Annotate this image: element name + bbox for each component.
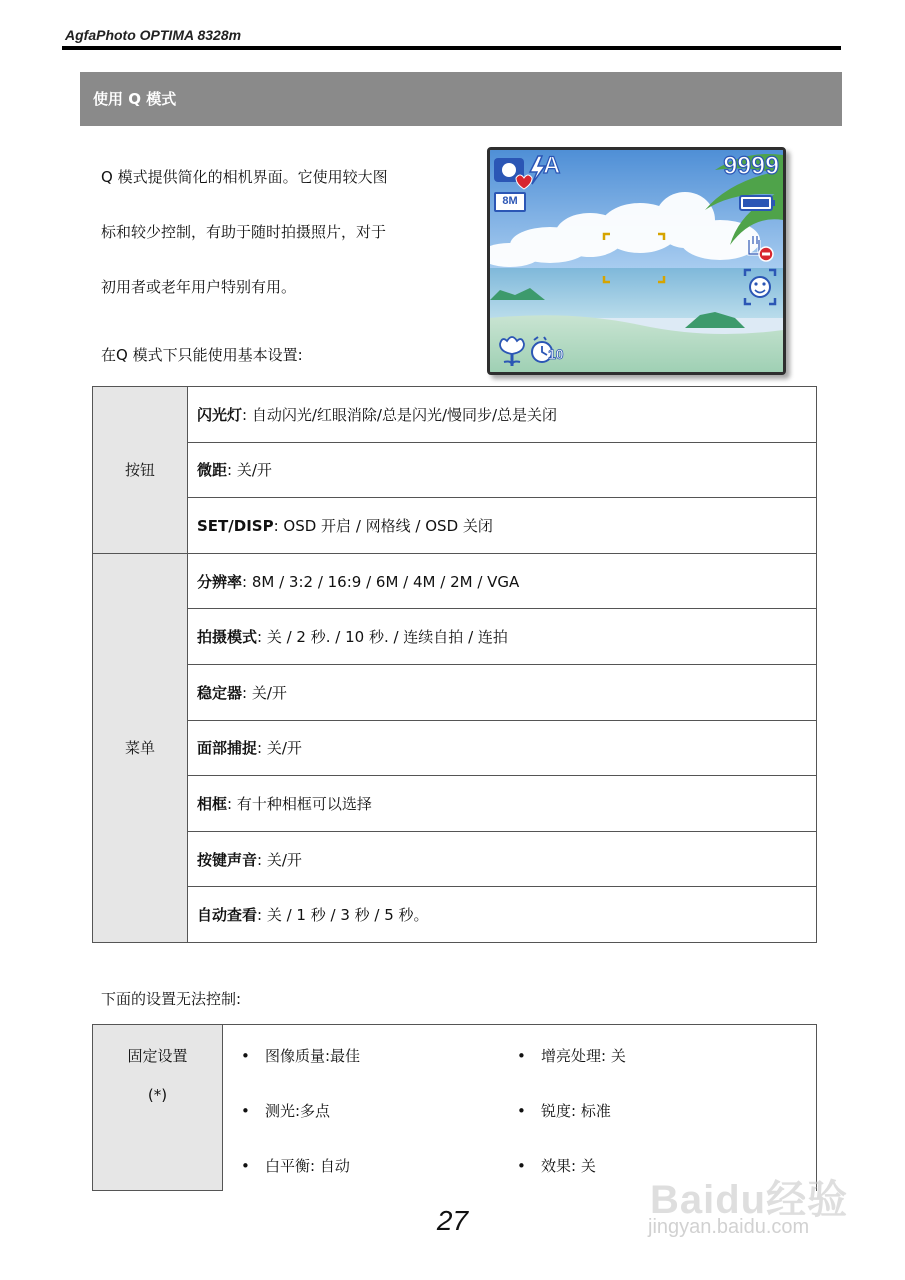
table-row [93, 831, 817, 887]
list-item [241, 1045, 360, 1066]
table-row [93, 720, 817, 776]
watermark-logo: Baidu经验 [650, 1178, 849, 1222]
list-item-text: 效果: 关 [541, 1157, 596, 1175]
fixed-settings-label [93, 1025, 223, 1191]
fixed-settings-list [223, 1025, 817, 1191]
setting-name: 相框 [197, 794, 228, 813]
list-item-text: 白平衡: 自动 [265, 1157, 350, 1175]
bullet-icon: • [517, 1157, 526, 1175]
setting-name: 分辨率 [197, 572, 243, 591]
table-row [93, 887, 817, 943]
table-row [93, 776, 817, 832]
intro-line: Q 模式提供简化的相机界面。它使用较大图 [101, 168, 388, 186]
setting-row [188, 442, 817, 498]
setting-name: 按键声音 [197, 850, 258, 869]
table-row [93, 553, 817, 609]
camera-scene [490, 150, 783, 372]
watermark-url: jingyan.baidu.com [648, 1216, 810, 1238]
setting-name: 闪光灯 [197, 405, 243, 424]
setting-row [188, 664, 817, 720]
intro-paragraph [101, 150, 471, 315]
intro-line: 初用者或老年用户特别有用。 [101, 278, 297, 296]
intro-line: 标和较少控制，有助于随时拍摄照片，对于 [101, 223, 387, 241]
table-row [93, 387, 817, 443]
fixed-settings-label-line: 固定设置 [127, 1047, 188, 1065]
setting-value: : 关/开 [257, 739, 302, 758]
setting-name: 稳定器 [197, 683, 243, 702]
group-label-menu: 菜单 [93, 553, 188, 942]
setting-row [188, 831, 817, 887]
setting-row [188, 609, 817, 665]
setting-name: 拍摄模式 [197, 628, 258, 647]
table-row [93, 498, 817, 554]
setting-value: : 关 / 2 秒. / 10 秒. / 连续自拍 / 连拍 [257, 628, 508, 647]
list-item-text: 锐度: 标准 [541, 1102, 611, 1120]
camera-screen-illustration [487, 147, 786, 375]
setting-value: : 8M / 3:2 / 16:9 / 6M / 4M / 2M / VGA [242, 572, 520, 591]
setting-value: : 有十种相框可以选择 [227, 794, 372, 813]
setting-row [188, 776, 817, 832]
self-timer-seconds: 10 [548, 346, 564, 362]
table-row [93, 442, 817, 498]
header-title: AgfaPhoto OPTIMA 8328m [65, 27, 242, 43]
list-item [517, 1155, 596, 1176]
setting-name: 面部捕捉 [197, 739, 258, 758]
flash-mode-label: A [543, 152, 561, 179]
list-item-text: 测光:多点 [265, 1102, 331, 1120]
list-item-text: 图像质量:最佳 [265, 1047, 361, 1065]
table-row [93, 664, 817, 720]
list-item [241, 1155, 350, 1176]
setting-value: : 关/开 [227, 461, 272, 480]
setting-row [188, 553, 817, 609]
uncontrollable-settings-note: 下面的设置无法控制: [101, 990, 242, 1008]
bullet-icon: • [241, 1102, 250, 1120]
setting-name: 自动查看 [197, 906, 258, 925]
list-item [517, 1100, 611, 1121]
setting-value: : 自动闪光/红眼消除/总是闪光/慢同步/总是关闭 [242, 405, 558, 424]
setting-row [188, 387, 817, 443]
header-rule [62, 46, 841, 50]
table-row [93, 1025, 817, 1191]
setting-name: 微距 [197, 461, 228, 480]
list-item [517, 1045, 626, 1066]
resolution-badge: 8M [494, 192, 526, 212]
setting-value: : 关/开 [242, 683, 287, 702]
list-item-text: 增亮处理: 关 [541, 1047, 626, 1065]
fixed-settings-table [92, 1024, 817, 1191]
setting-row [188, 498, 817, 554]
basic-settings-table [92, 386, 817, 943]
setting-value: : 关 / 1 秒 / 3 秒 / 5 秒。 [257, 906, 429, 925]
setting-value: : OSD 开启 / 网格线 / OSD 关闭 [273, 516, 493, 535]
group-label-buttons: 按钮 [93, 387, 188, 554]
setting-value: : 关/开 [257, 850, 302, 869]
setting-row [188, 887, 817, 943]
basic-settings-note: 在Q 模式下只能使用基本设置: [101, 346, 303, 364]
shots-remaining: 9999 [723, 152, 779, 180]
bullet-icon: • [517, 1102, 526, 1120]
bullet-icon: • [517, 1047, 526, 1065]
list-item [241, 1100, 330, 1121]
page-number: 27 [436, 1205, 469, 1236]
table-row [93, 609, 817, 665]
bullet-icon: • [241, 1047, 250, 1065]
bullet-icon: • [241, 1157, 250, 1175]
setting-row [188, 720, 817, 776]
section-title: 使用 Q 模式 [80, 72, 842, 126]
fixed-settings-label-line: (*) [147, 1086, 168, 1104]
setting-name: SET/DISP [197, 516, 274, 535]
battery-icon [740, 196, 775, 210]
